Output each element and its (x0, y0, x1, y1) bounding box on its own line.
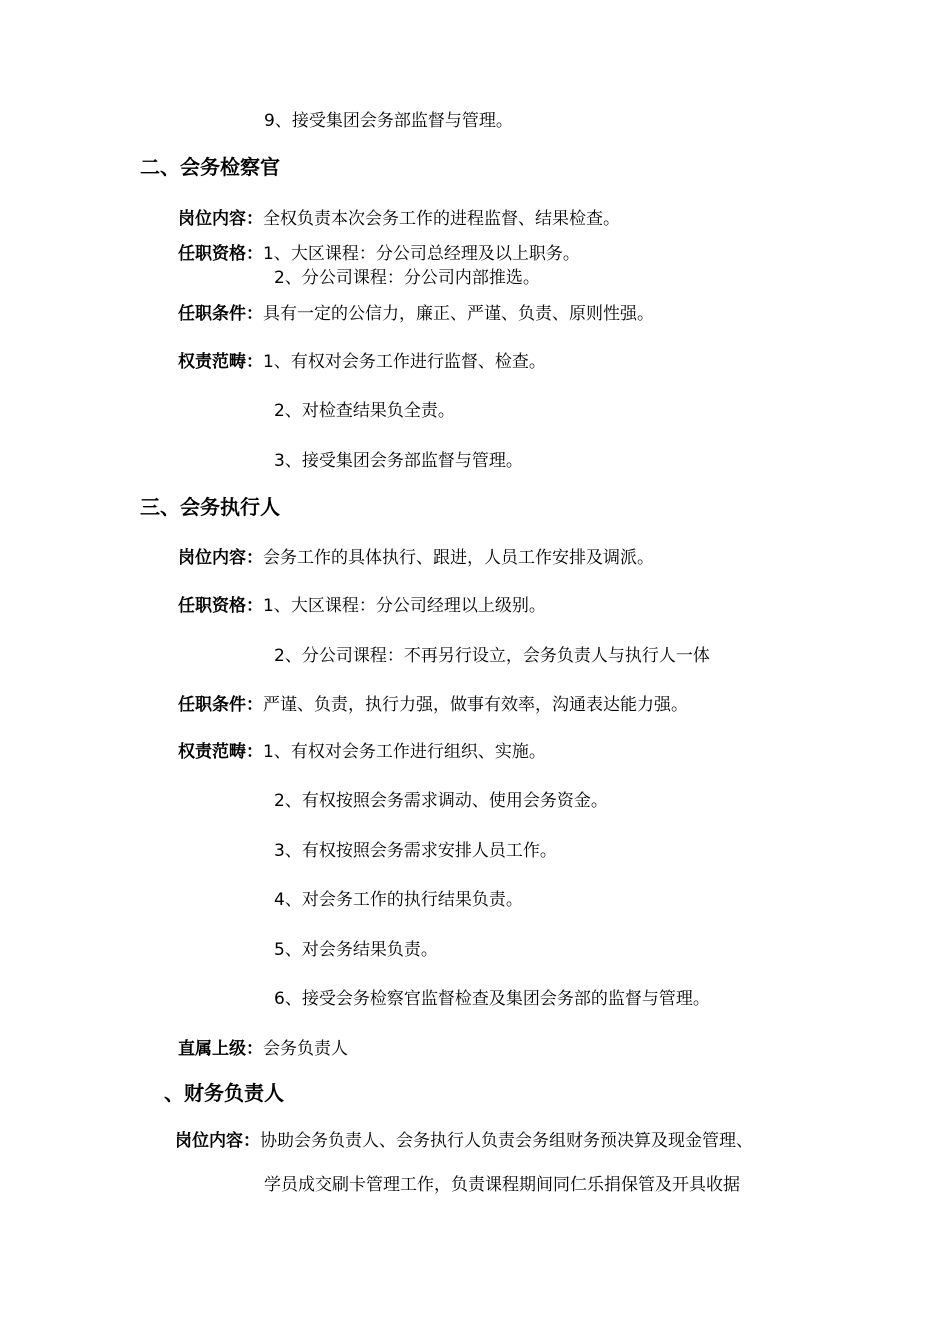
section-heading: 二、会务检察官 (140, 155, 280, 179)
list-item: 2、分公司课程：分公司内部推选。 (274, 268, 540, 288)
section-heading: 、财务负责人 (164, 1081, 284, 1105)
list-item: 6、接受会务检察官监督检查及集团会务部的监督与管理。 (274, 989, 710, 1009)
field-value: 严谨、负责，执行力强，做事有效率，沟通表达能力强。 (263, 695, 688, 715)
field-value: 会务工作的具体执行、跟进，人员工作安排及调派。 (263, 548, 654, 568)
field-row (178, 594, 546, 618)
field-value: 协助会务负责人、会务执行人负责会务组财务预决算及现金管理、 (260, 1131, 753, 1151)
field-row (178, 242, 580, 266)
field-value: 全权负责本次会务工作的进程监督、结果检查。 (263, 209, 620, 229)
list-item: 9、接受集团会务部监督与管理。 (264, 111, 513, 131)
list-item: 2、对检查结果负全责。 (274, 401, 455, 421)
field-value: 1、大区课程：分公司总经理及以上职务。 (263, 244, 580, 264)
field-value: 会务负责人 (263, 1039, 348, 1059)
field-row (178, 302, 654, 326)
field-label: 任职条件： (178, 695, 263, 715)
field-row (178, 546, 654, 570)
field-label: 权责范畴： (178, 742, 263, 762)
field-row (178, 740, 546, 764)
field-label: 任职资格： (178, 244, 263, 264)
field-value: 1、有权对会务工作进行监督、检查。 (263, 352, 546, 372)
list-item: 2、分公司课程：不再另行设立，会务负责人与执行人一体 (274, 646, 710, 666)
field-label: 任职条件： (178, 304, 263, 324)
list-item: 4、对会务工作的执行结果负责。 (274, 890, 523, 910)
list-item: 5、对会务结果负责。 (274, 940, 438, 960)
list-item: 3、接受集团会务部监督与管理。 (274, 451, 523, 471)
field-label: 岗位内容： (175, 1131, 260, 1151)
list-item: 2、有权按照会务需求调动、使用会务资金。 (274, 791, 608, 811)
field-row (178, 693, 688, 717)
field-row (178, 1037, 348, 1061)
section-heading: 三、会务执行人 (140, 495, 280, 519)
field-label: 直属上级： (178, 1039, 263, 1059)
field-label: 权责范畴： (178, 352, 263, 372)
field-label: 岗位内容： (178, 209, 263, 229)
field-value: 1、有权对会务工作进行组织、实施。 (263, 742, 546, 762)
field-row (178, 207, 620, 231)
field-label: 岗位内容： (178, 548, 263, 568)
field-value: 具有一定的公信力，廉正、严谨、负责、原则性强。 (263, 304, 654, 324)
field-value: 1、大区课程：分公司经理以上级别。 (263, 596, 546, 616)
field-row (175, 1129, 753, 1153)
list-item: 学员成交刷卡管理工作，负责课程期间同仁乐捐保管及开具收据 (264, 1175, 740, 1195)
field-label: 任职资格： (178, 596, 263, 616)
list-item: 3、有权按照会务需求安排人员工作。 (274, 841, 557, 861)
field-row (178, 350, 546, 374)
